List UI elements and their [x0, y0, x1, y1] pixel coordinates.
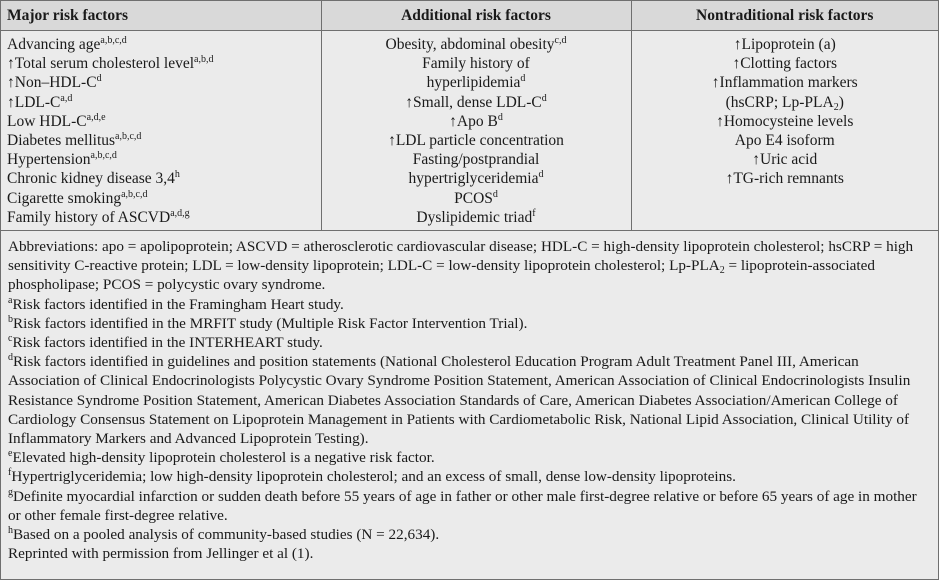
footnote-marker: d	[520, 73, 526, 85]
item-text: hypertriglyceridemia	[408, 170, 539, 188]
list-item: Apo E4 isoform	[734, 132, 835, 150]
footnote-marker: d	[96, 73, 102, 85]
footnote-marker: a,b,c,d	[115, 131, 142, 143]
footnote-text: Risk factors identified in the Framingham Heart study.	[12, 295, 344, 313]
footnote	[8, 333, 931, 352]
header-additional: Additional risk factors	[321, 1, 631, 31]
footnote-marker: a,d,g	[170, 207, 190, 219]
footnote-marker: a,b,d	[194, 54, 214, 66]
additional-risk-list	[328, 35, 625, 227]
table-notes	[1, 231, 938, 563]
footnote-marker: d	[541, 92, 547, 104]
table-body-row	[1, 31, 938, 231]
footnote-marker: f	[8, 467, 12, 479]
footnote-marker: e	[8, 448, 13, 460]
reprint-note: Reprinted with permission from Jellinger et al (1).	[8, 545, 314, 563]
item-text: ↑Total serum cholesterol level	[7, 55, 195, 73]
footnote-marker: h	[8, 525, 13, 537]
item-text: Family history of ASCVD	[7, 208, 171, 226]
footnote-text: Definite myocardial infarction or sudden death before 55 years of age in father or other male first-degree relative or before 65 years of age in mother or other female first-degree relative.	[8, 487, 917, 524]
header-major: Major risk factors	[1, 1, 321, 31]
footnote-text: Hypertriglyceridemia; low high-density lipoprotein cholesterol; and an excess of small, dense low-density lipoproteins.	[11, 468, 736, 486]
list-item	[7, 112, 315, 131]
major-risk-cell	[1, 31, 321, 231]
footnote-marker: c,d	[554, 35, 567, 46]
list-item	[328, 54, 625, 73]
list-item	[7, 73, 315, 92]
list-item	[328, 189, 625, 208]
additional-risk-cell	[321, 31, 631, 231]
list-item: ↑Clotting factors	[732, 55, 838, 73]
item-text: ↑LDL particle concentration	[388, 132, 564, 150]
item-text: ↑Small, dense LDL-C	[405, 93, 542, 111]
item-text: )	[838, 93, 844, 111]
footnote-marker: d	[497, 111, 503, 123]
list-item	[328, 35, 625, 54]
footnote-list	[8, 295, 931, 545]
footnote-marker: f	[532, 207, 536, 219]
list-item	[328, 208, 625, 227]
list-item	[328, 93, 625, 112]
footnote-marker: d	[8, 352, 13, 364]
footnote-text: Elevated high-density lipoprotein cholesterol is a negative risk factor.	[12, 449, 435, 467]
footnote-marker: a,d,e	[86, 111, 106, 123]
footnote	[8, 448, 931, 467]
item-text: Fasting/postprandial	[412, 151, 540, 169]
list-item	[328, 73, 625, 92]
footnote-marker: a	[8, 294, 13, 306]
major-risk-list	[7, 35, 315, 227]
list-item	[328, 150, 625, 169]
footnote-text: Risk factors identified in the INTERHEART study.	[12, 334, 323, 352]
footnote	[8, 352, 931, 448]
footnote-marker: a,b,c,d	[121, 188, 148, 200]
nontraditional-risk-list	[638, 35, 933, 189]
list-item	[7, 169, 315, 188]
subscript: 2	[833, 101, 839, 113]
item-text: hyperlipidemia	[426, 74, 521, 92]
nontraditional-risk-cell	[631, 31, 938, 231]
list-item	[7, 93, 315, 112]
list-item	[328, 112, 625, 131]
list-item	[7, 35, 315, 54]
footnote-marker: g	[8, 486, 13, 498]
item-text: Hypertension	[7, 151, 91, 169]
footnote-text: Risk factors identified in guidelines and position statements (National Cholesterol Education Program Adult Treatment Panel III, American Association of Clinical Endocrinologists Polycystic Ovary Syndrome Position Statement, American Association of Clinical Endocrinologists Insulin Resistance Syndrome Position Statement, American Diabetes Association Standards of Care, American Diabetes Association/American College of Cardiology Consensus Statement on Lipoprotein Management in Patients with Cardiometabolic Risk, National Lipid Association, Clinical Utility of Inflammatory Markers and Advanced Lipoprotein Testing).	[8, 353, 911, 448]
subscript: 2	[719, 265, 725, 277]
footnote-marker: d	[492, 188, 498, 200]
footnote-text: Based on a pooled analysis of community-based studies (N = 22,634).	[13, 526, 440, 544]
list-item: ↑Inflammation markers	[711, 74, 858, 92]
list-item	[328, 169, 625, 188]
list-item: ↑TG-rich remnants	[725, 170, 844, 188]
item-text: ↑Apo B	[449, 112, 498, 130]
footnote	[8, 487, 931, 525]
item-text: Chronic kidney disease 3,4	[7, 170, 175, 188]
footnote-marker: c	[8, 333, 13, 345]
footnote-marker: a,b,c,d	[100, 35, 127, 46]
item-text: ↑LDL-C	[7, 93, 61, 111]
abbreviations-note	[8, 237, 931, 295]
item-text: ↑Non–HDL-C	[7, 74, 97, 92]
list-item	[7, 131, 315, 150]
list-item: ↑Uric acid	[752, 151, 818, 169]
item-text: Obesity, abdominal obesity	[385, 36, 555, 53]
list-item	[7, 208, 315, 227]
item-text: (hsCRP; Lp-PLA	[725, 93, 834, 111]
footnote-marker: a,b,c,d	[90, 150, 117, 162]
abbr-text: = lipoprotein-associated phospholipase; PCOS = polycystic ovary syndrome.	[8, 257, 875, 294]
footnote-marker: b	[8, 313, 13, 325]
list-item: ↑Lipoprotein (a)	[733, 36, 836, 53]
footnote-marker: h	[174, 169, 180, 181]
footnote-marker: d	[538, 169, 544, 181]
list-item	[7, 150, 315, 169]
table-header-row	[1, 1, 938, 31]
item-text: PCOS	[454, 189, 493, 207]
item-text: Low HDL-C	[7, 112, 87, 130]
header-nontraditional: Nontraditional risk factors	[631, 1, 938, 31]
item-text: Cigarette smoking	[7, 189, 122, 207]
list-item	[328, 131, 625, 150]
list-item	[7, 54, 315, 73]
item-text: Advancing age	[7, 36, 101, 53]
footnote-text: Risk factors identified in the MRFIT study (Multiple Risk Factor Intervention Trial).	[13, 314, 528, 332]
item-text: Dyslipidemic triad	[416, 208, 533, 226]
footnote	[8, 467, 931, 486]
footnote-marker: a,d	[60, 92, 73, 104]
footnote	[8, 525, 931, 544]
item-text: Family history of	[422, 55, 530, 73]
list-item	[7, 189, 315, 208]
list-item	[638, 93, 933, 112]
footnote	[8, 295, 931, 314]
abbr-text: Abbreviations: apo = apolipoprotein; ASCVD = atherosclerotic cardiovascular disease; HDL-C = high-density lipoprotein cholesterol; hsCRP = high sensitivity C-reactive protein; LDL = low-density lipoprotein; LDL-C = low-density lipoprotein cholesterol; Lp-PLA	[8, 238, 914, 275]
footnote	[8, 314, 931, 333]
item-text: Diabetes mellitus	[7, 132, 116, 150]
risk-factor-table	[1, 1, 938, 231]
list-item: ↑Homocysteine levels	[716, 112, 854, 130]
